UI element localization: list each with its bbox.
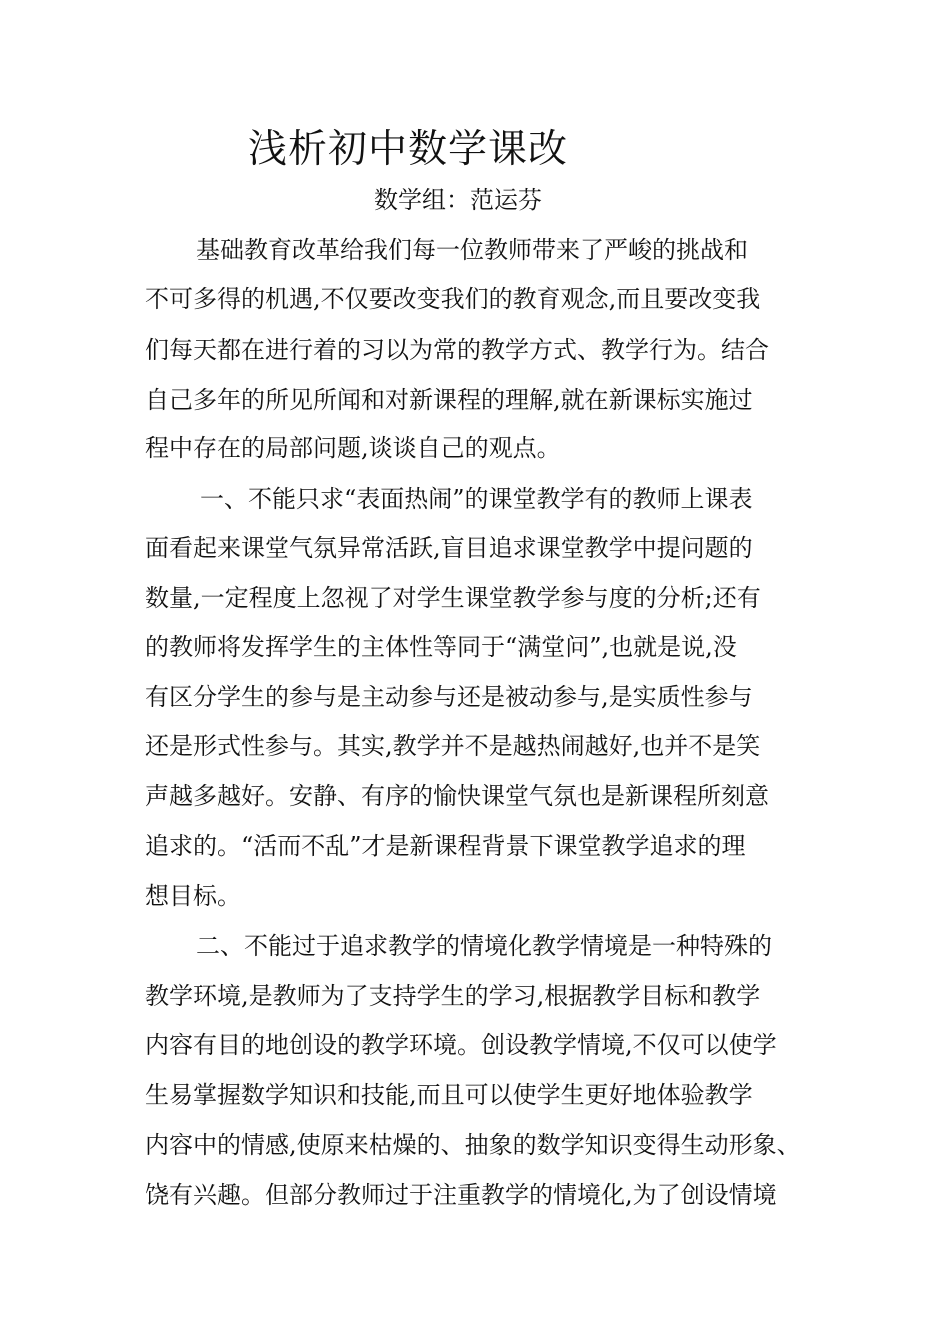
author-line: 数学组：范运芬 — [374, 186, 542, 214]
paragraph-line: 内容中的情感,使原来枯燥的、抽象的数学知识变得生动形象、 — [145, 1131, 801, 1159]
paragraph-line: 追求的。“活而不乱”才是新课程背景下课堂教学追求的理 — [145, 832, 746, 860]
paragraph-line: 面看起来课堂气氛异常活跃,盲目追求课堂教学中提问题的 — [145, 534, 753, 562]
paragraph-line: 的教师将发挥学生的主体性等同于“满堂问”,也就是说,没 — [145, 633, 737, 661]
paragraph-line: 一、不能只求“表面热闹”的课堂教学有的教师上课表 — [200, 485, 753, 513]
paragraph-line: 声越多越好。安静、有序的愉快课堂气氛也是新课程所刻意 — [145, 782, 769, 810]
paragraph-line: 内容有目的地创设的教学环境。创设教学情境,不仅可以使学 — [145, 1031, 777, 1059]
paragraph-line: 基础教育改革给我们每一位教师带来了严峻的挑战和 — [196, 236, 748, 264]
paragraph-line: 生易掌握数学知识和技能,而且可以使学生更好地体验教学 — [145, 1081, 753, 1109]
page-title: 浅析初中数学课改 — [248, 127, 569, 172]
paragraph-line: 数量,一定程度上忽视了对学生课堂教学参与度的分析;还有 — [145, 584, 761, 612]
paragraph-line: 不可多得的机遇,不仅要改变我们的教育观念,而且要改变我 — [145, 285, 761, 313]
paragraph-line: 有区分学生的参与是主动参与还是被动参与,是实质性参与 — [145, 683, 753, 711]
paragraph-line: 程中存在的局部问题,谈谈自己的观点。 — [145, 434, 561, 462]
paragraph-line: 想目标。 — [145, 882, 241, 910]
paragraph-line: 们每天都在进行着的习以为常的教学方式、教学行为。结合 — [145, 336, 769, 364]
paragraph-line: 教学环境,是教师为了支持学生的学习,根据教学目标和教学 — [145, 982, 761, 1010]
paragraph-line: 还是形式性参与。其实,教学并不是越热闹越好,也并不是笑 — [145, 732, 761, 760]
paragraph-line: 自己多年的所见所闻和对新课程的理解,就在新课标实施过 — [145, 386, 753, 414]
paragraph-line: 二、不能过于追求教学的情境化教学情境是一种特殊的 — [196, 932, 772, 960]
paragraph-line: 饶有兴趣。但部分教师过于注重教学的情境化,为了创设情境 — [145, 1181, 777, 1209]
